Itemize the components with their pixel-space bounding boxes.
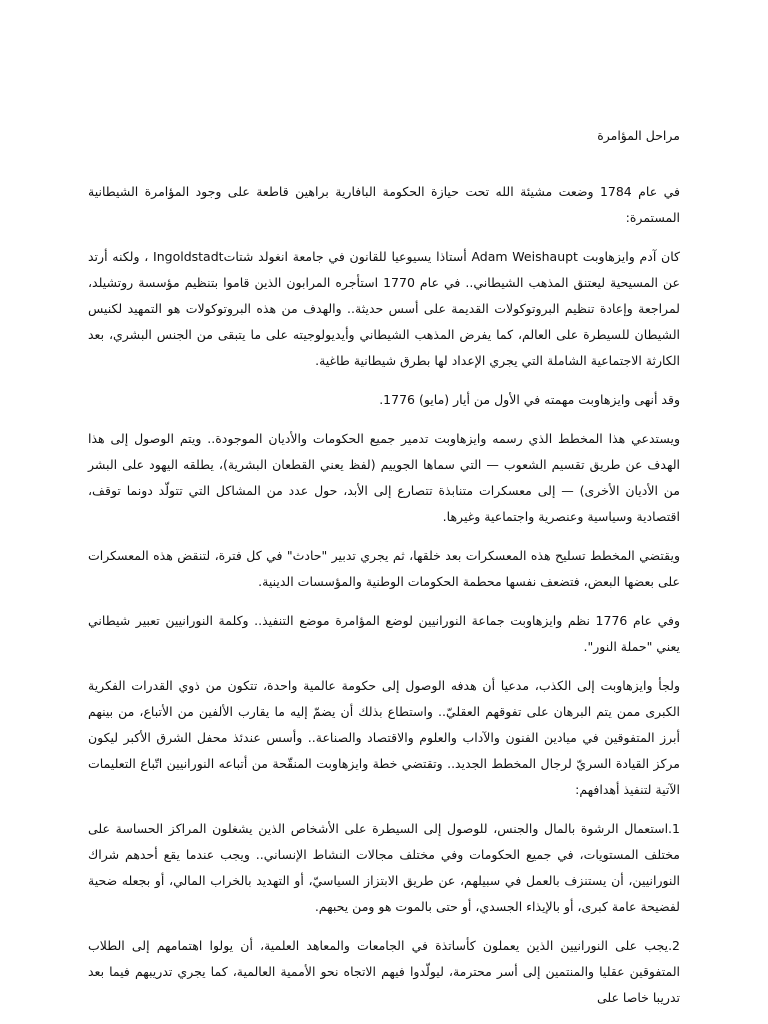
paragraph-3: وقد أنهى وايزهاوبت مهمته في الأول من أيار (مايو) 1776.: [379, 392, 680, 407]
list-item-2: 2.يجب على النورانيين الذين يعملون كأساتذة في الجامعات والمعاهد العلمية، أن يولوا اهتمامهم إلى الطلاب المتفوقين عقليا والمنتمين إلى أسر محترمة، ليولّدوا فيهم الاتجاه نحو الأممية العالمية، كما يجري تدريبهم فيما بعد تدريبا خاصا على: [88, 938, 680, 1005]
paragraph-4: ويستدعي هذا المخطط الذي رسمه وايزهاوبت تدمير جميع الحكومات والأديان الموجودة.. ويتم الوصول إلى هذا الهدف عن طريق تقسيم الشعوب — التي سماها الجوييم (لفظ يعني القطعان البشرية)، يطلقه اليهود على البشر من الأديان الأخرى) — إلى معسكرات متنابذة تتصارع إلى الأبد، حول عدد من المشاكل التي تتولّد دونما توقف، اقتصادية وسياسية وعنصرية واجتماعية وغيرها.: [88, 431, 680, 524]
paragraph-2: كان آدم وايزهاوبت Adam Weishaupt أستاذا يسيوعيا للقانون في جامعة انغولد شتاتIngoldstadt ، ولكنه أرتد عن المسيحية ليعتنق المذهب الشيطاني.. في عام 1770 استأجره المرابون الذين قاموا بتنظيم مؤسسة روتشيلد، لمراجعة وإعادة تنظيم البروتوكولات القديمة على أسس حديثة.. والهدف من هذه البروتوكولات هو التمهيد لكنيس الشيطان للسيطرة على العالم، كما يفرض المذهب الشيطاني وأيديولوجيته على ما يتبقى من الجنس البشري، بعد الكارثة الاجتماعية الشاملة التي يجري الإعداد لها بطرق شيطانية طاغية.: [88, 249, 680, 368]
paragraph-7: ولجأ وايزهاوبت إلى الكذب، مدعيا أن هدفه الوصول إلى حكومة عالمية واحدة، تتكون من ذوي القدرات الفكرية الكبرى ممن يتم البرهان على تفوقهم العقليّ.. واستطاع بذلك أن يضمّ إليه ما يقارب الألفين من الأتباع، من بينهم أبرز المتفوقين في ميادين الفنون والآداب والعلوم والاقتصاد والصناعة.. وأسس عندئذ محفل الشرق الأكبر ليكون مركز القيادة السريّ لرجال المخطط الجديد.. وتقتضي خطة وايزهاوبت المنقّحة من أتباعه النورانيين اتّباع التعليمات الآتية لتنفيذ أهدافهم:: [88, 678, 680, 797]
list-item-1: 1.استعمال الرشوة بالمال والجنس، للوصول إلى السيطرة على الأشخاص الذين يشغلون المراكز الحساسة على مختلف المستويات، في جميع الحكومات وفي مختلف مجالات النشاط الإنساني.. ويجب عندما يقع أحدهم شراك النورانيين، أن يستنزف بالعمل في سبيلهم، عن طريق الابتزاز السياسيّ، أو التهديد بالخراب المالي، أو بجعله ضحية لفضيحة عامة كبرى، أو بالإيذاء الجسدي، أو حتى بالموت هو ومن يحبهم.: [88, 821, 680, 914]
document-title: مراحل المؤامرة: [597, 128, 680, 143]
paragraph-1: في عام 1784 وضعت مشيئة الله تحت حيازة الحكومة البافارية براهين قاطعة على وجود المؤامرة الشيطانية المستمرة:: [88, 184, 680, 225]
paragraph-6: وفي عام 1776 نظم وايزهاوبت جماعة النورانيين لوضع المؤامرة موضع التنفيذ.. وكلمة النورانيين تعبير شيطاني يعني "حملة النور".: [88, 613, 680, 654]
paragraph-5: ويقتضي المخطط تسليح هذه المعسكرات بعد خلقها، ثم يجري تدبير "حادث" في كل فترة، لتنقض هذه المعسكرات على بعضها البعض، فتضعف نفسها محطمة الحكومات الوطنية والمؤسسات الدينية.: [88, 548, 680, 589]
